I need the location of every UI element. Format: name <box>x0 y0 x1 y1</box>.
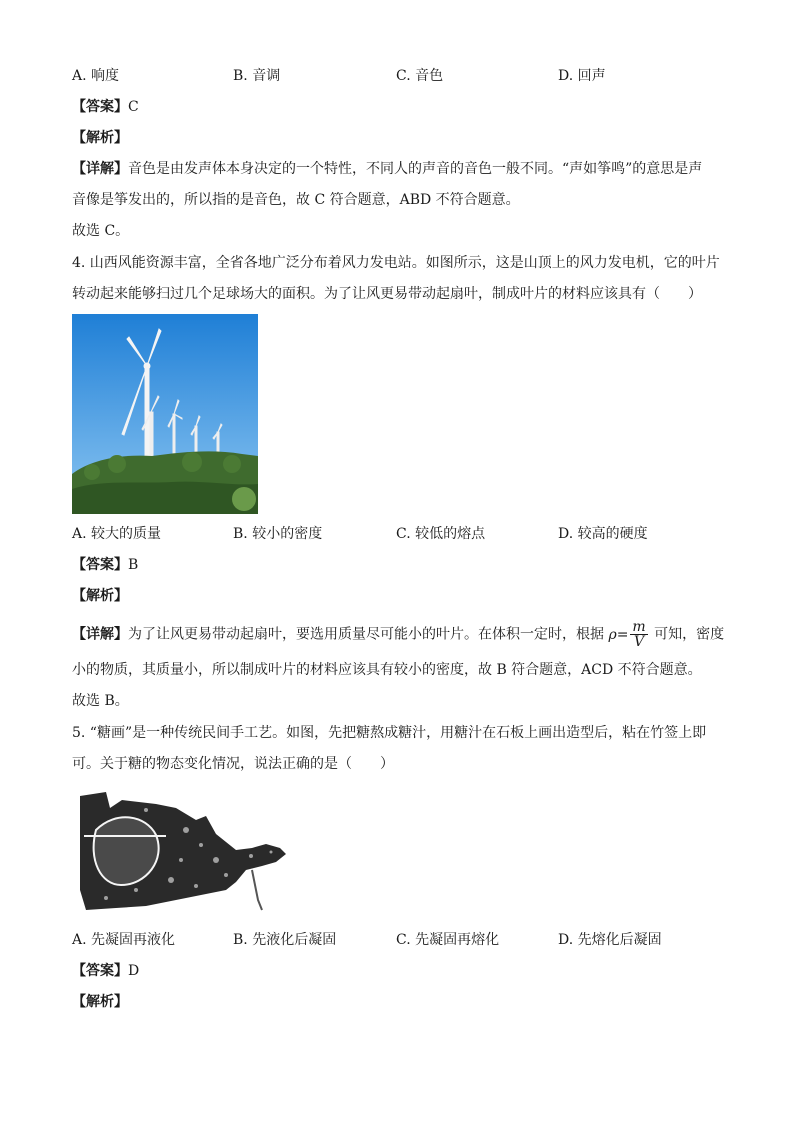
q5-stem-line2: 可。关于糖的物态变化情况，说法正确的是（ ） <box>72 756 394 772</box>
q3-option-a: A. 响度 <box>72 68 120 84</box>
q3-option-b: B. 音调 <box>233 68 281 84</box>
q4-option-d: D. 较高的硬度 <box>558 526 648 542</box>
answer-value: C <box>128 99 139 115</box>
q5-answer <box>72 961 139 981</box>
q4-analysis-tag: 【解析】 <box>72 588 128 604</box>
answer-tag: 【答案】 <box>72 99 128 115</box>
q3-option-c: C. 音色 <box>396 68 444 84</box>
q4-option-a: A. 较大的质量 <box>72 526 162 542</box>
q4-stem-line1: 4. 山西风能资源丰富，全省各地广泛分布着风力发电站。如图所示，这是山顶上的风力发电机，它的叶片 <box>72 255 720 271</box>
q4-stem-line2: 转动起来能够扫过几个足球场大的面积。为了让风更易带动起扇叶，制成叶片的材料应该具有（ ） <box>72 286 702 302</box>
q4-option-c: C. 较低的熔点 <box>396 526 486 542</box>
q4-option-b: B. 较小的密度 <box>233 526 323 542</box>
q5-stem-line1: 5. “糖画”是一种传统民间手工艺。如图，先把糖熬成糖汁，用糖汁在石板上画出造型后，粘在竹签上即 <box>72 725 707 741</box>
wind-turbine-photo <box>72 314 258 514</box>
q5-option-c: C. 先凝固再熔化 <box>396 932 500 948</box>
q5-option-d: D. 先熔化后凝固 <box>558 932 662 948</box>
q4-detail-line1: 【详解】为了让风更易带动起扇叶，要选用质量尽可能小的叶片。在体积一定时，根据 ρ= $\frac{m}{V}$ 可知，密度 <box>72 619 725 650</box>
q3-conclusion: 故选 C。 <box>72 223 130 239</box>
q5-option-a: A. 先凝固再液化 <box>72 932 176 948</box>
detail-tag: 【详解】 <box>72 626 128 643</box>
sugar-painting-illustration <box>76 790 290 914</box>
q3-detail-line1: 【详解】音色是由发声体本身决定的一个特性，不同人的声音的音色一般不同。“声如筝鸣”的意思是声 <box>72 161 703 177</box>
q3-answer <box>72 97 139 117</box>
detail-tag: 【详解】 <box>72 161 128 177</box>
q5-option-b: B. 先液化后凝固 <box>233 932 337 948</box>
q4-conclusion: 故选 B。 <box>72 693 129 709</box>
answer-value: B <box>128 557 139 573</box>
answer-value: D <box>128 963 140 979</box>
q4-answer <box>72 555 138 575</box>
answer-tag: 【答案】 <box>72 557 128 573</box>
q3-analysis-tag: 【解析】 <box>72 130 128 146</box>
sugar-painting-photo <box>76 790 290 914</box>
q4-detail-line2: 小的物质，其质量小，所以制成叶片的材料应该具有较小的密度，故 B 符合题意，ACD 不符合题意。 <box>72 662 702 678</box>
q3-detail-line2: 音像是筝发出的，所以指的是音色，故 C 符合题意，ABD 不符合题意。 <box>72 192 520 208</box>
answer-tag: 【答案】 <box>72 963 128 979</box>
q5-analysis-tag: 【解析】 <box>72 994 128 1010</box>
q3-option-d: D. 回声 <box>558 68 606 84</box>
wind-turbine-illustration <box>72 314 258 514</box>
density-formula: ρ= $\frac{m}{V}$ <box>608 619 646 650</box>
